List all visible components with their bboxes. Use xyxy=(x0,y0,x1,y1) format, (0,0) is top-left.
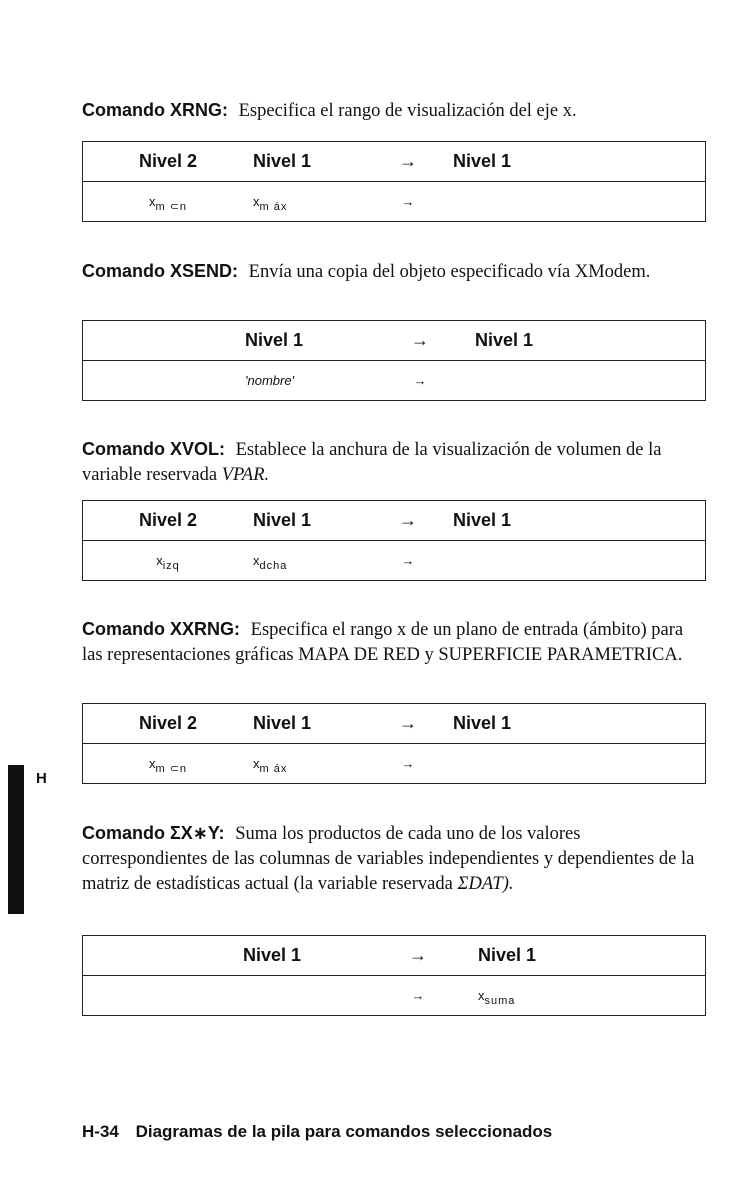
cell-level-1 xyxy=(253,744,363,784)
header-arrow: → xyxy=(363,704,453,744)
cell-spacer xyxy=(83,976,244,1016)
header-level-2: Nivel 2 xyxy=(83,501,254,541)
header-level-1: Nivel 1 xyxy=(253,704,363,744)
var-x: x xyxy=(253,553,260,568)
command-name: Comando XRNG: xyxy=(82,100,228,120)
var-subscript: izq xyxy=(162,560,180,572)
stack-table-xsend xyxy=(82,320,706,401)
section-tab-letter: H xyxy=(36,770,47,787)
header-result-level-1: Nivel 1 xyxy=(478,936,706,976)
cell-result xyxy=(453,744,706,784)
var-subscript: m ⊂n xyxy=(155,201,188,213)
cell-level-1-empty xyxy=(243,976,358,1016)
reserved-variable: VPAR. xyxy=(221,465,270,485)
var-x: x xyxy=(156,553,163,568)
header-arrow: → xyxy=(365,321,475,361)
command-name: Comando ΣX∗Y: xyxy=(82,823,225,843)
cell-arrow: → xyxy=(401,553,415,568)
description-text: Establece la anchura de la visualización de volumen de la variable reservada xyxy=(82,440,662,485)
entry-xsend-description xyxy=(82,259,704,285)
cell-spacer xyxy=(83,361,246,401)
var-subscript: m áx xyxy=(259,201,288,213)
cell-arrow: → xyxy=(401,756,415,771)
var-subscript: m ⊂n xyxy=(155,763,188,775)
header-spacer xyxy=(83,936,244,976)
var-x: x xyxy=(148,194,156,209)
var-x: x xyxy=(253,194,260,209)
description-text: Envía una copia del objeto especificado vía XModem. xyxy=(248,262,651,282)
stack-table-xxrng xyxy=(82,703,706,784)
page-number: H-34 xyxy=(82,1122,119,1141)
cell-arrow: → xyxy=(413,373,427,388)
header-level-2: Nivel 2 xyxy=(83,142,254,182)
command-name: Comando XXRNG: xyxy=(82,619,241,639)
header-level-2: Nivel 2 xyxy=(83,704,254,744)
header-level-1: Nivel 1 xyxy=(243,936,358,976)
section-tab-marker xyxy=(8,765,24,914)
header-level-1: Nivel 1 xyxy=(245,321,365,361)
header-result-level-1: Nivel 1 xyxy=(453,704,706,744)
footer-title: Diagramas de la pila para comandos seleccionados xyxy=(135,1122,553,1141)
cell-arrow: → xyxy=(411,988,425,1003)
entry-sigma-xy-description xyxy=(82,821,704,897)
cell-level-1 xyxy=(253,182,363,222)
entry-xvol-description xyxy=(82,437,704,488)
cell-result xyxy=(475,361,706,401)
description-text: Especifica el rango de visualización del eje x. xyxy=(238,101,577,121)
header-spacer xyxy=(83,321,246,361)
var-subscript: dcha xyxy=(259,560,288,572)
header-level-1: Nivel 1 xyxy=(253,501,363,541)
stack-table-xvol xyxy=(82,500,706,581)
var-x: x xyxy=(478,988,485,1003)
var-subscript: suma xyxy=(484,995,516,1007)
var-subscript: m áx xyxy=(259,763,288,775)
header-result-level-1: Nivel 1 xyxy=(453,501,706,541)
header-result-level-1: Nivel 1 xyxy=(453,142,706,182)
header-arrow: → xyxy=(363,501,453,541)
command-name: Comando XVOL: xyxy=(82,439,225,459)
description-text: Suma los productos de cada uno de los valores correspondientes de las columnas de variables independientes y dependientes de la matriz de estadísticas actual (la variable reservada xyxy=(82,824,695,894)
cell-result xyxy=(453,541,706,581)
cell-level-1: 'nombre' xyxy=(245,373,295,388)
cell-result xyxy=(478,976,706,1016)
page-footer xyxy=(82,1122,552,1142)
header-result-level-1: Nivel 1 xyxy=(475,321,706,361)
header-arrow: → xyxy=(358,936,478,976)
cell-arrow: → xyxy=(401,194,415,209)
reserved-variable: ΣDAT). xyxy=(457,874,514,894)
cell-level-2 xyxy=(83,182,254,222)
cell-level-2 xyxy=(83,744,254,784)
cell-level-1 xyxy=(253,541,363,581)
cell-level-2 xyxy=(83,541,254,581)
header-arrow: → xyxy=(363,142,453,182)
stack-table-xrng xyxy=(82,141,706,222)
entry-xrng-description xyxy=(82,98,704,124)
cell-result xyxy=(453,182,706,222)
header-level-1: Nivel 1 xyxy=(253,142,363,182)
var-x: x xyxy=(253,756,260,771)
command-name: Comando XSEND: xyxy=(82,261,239,281)
entry-xxrng-description xyxy=(82,617,704,668)
stack-table-sigma-xy xyxy=(82,935,706,1016)
description-text: Especifica el rango x de un plano de entrada (ámbito) para las representaciones gráficas MAPA DE RED y SUPERFICIE PARAMETRICA. xyxy=(82,620,684,665)
var-x: x xyxy=(148,756,156,771)
